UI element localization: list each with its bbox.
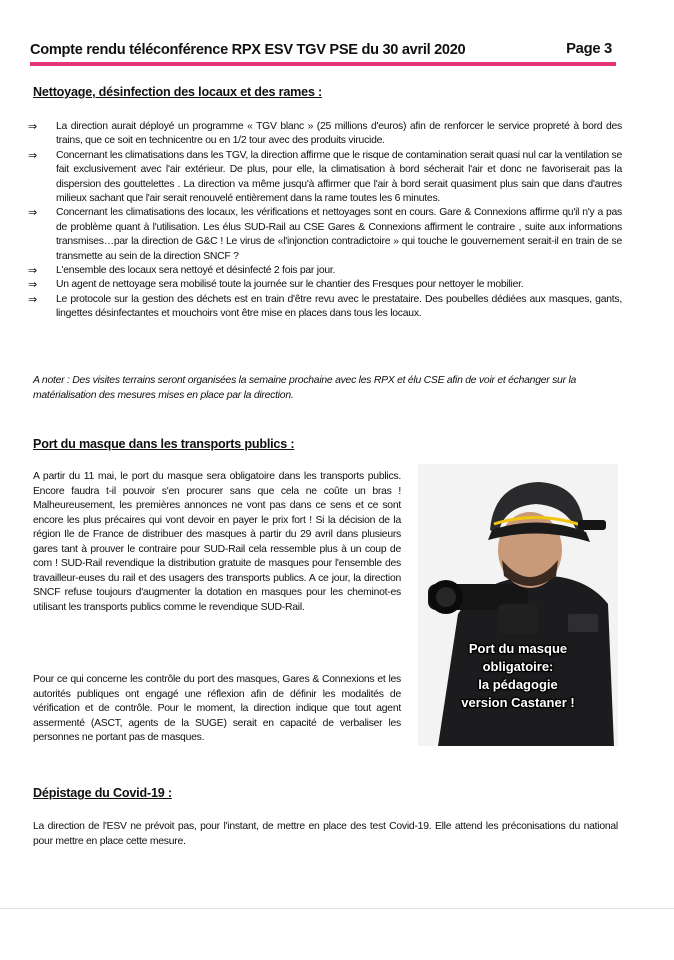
arrow-icon: ⇒ [28, 292, 37, 306]
page-number: Page 3 [566, 41, 612, 57]
page-bottom-edge [0, 908, 674, 909]
header-rule [30, 62, 616, 66]
list-item: ⇒ La direction aurait déployé un programme « TGV blanc » (25 millions d'euros) afin de renforcer le service propreté à bord des trains, que ce soit en technicentre ou en 1/2 tour avec des produits virucide. [28, 120, 622, 147]
masks-paragraph-1: A partir du 11 mai, le port du masque sera obligatoire dans les transports publics. Encore faudra t-il pouvoir s'en procurer sans que cela ne coûte un bras ! Malheureusement, les premières annonces ne vont pas dans ce sens et ce sont encore les plus précaires qui vont devoir en payer le prix fort ! Si la décision de la région Ile de France de distribuer des masques à partir du 29 avril dans plusieurs gares tant à prouver le contraire pour SUD-Rail cela ressemble plus à un coup de com ! SUD-Rail revendique la distribution gratuite de masques pour l'ensemble des travailleur-euses du rail et des usagers des transports publics. A ce jour, la direction SNCF refuse toujours d'augmenter la dotation en masques pour les cheminot-es utilisant les transports publics comme le revendique SUD-Rail. [33, 471, 401, 613]
section-heading-testing: Dépistage du Covid-19 : [33, 786, 172, 800]
cleaning-bullet-list [28, 120, 622, 322]
photo-caption: Port du masque obligatoire: la pédagogie version Castaner ! [461, 641, 575, 710]
list-item: ⇒ Le protocole sur la gestion des déchets est en train d'être revu avec le prestataire. Des poubelles dédiées aux masques, gants, lingettes désinfectantes et mouchoirs vont être mise en places dans tous les locaux. [28, 292, 622, 320]
list-item: ⇒ Concernant les climatisations des locaux, les vérifications et nettoyages sont en cours. Gare & Connexions affirme qu'il n'y a pas de problème quant à l'utilisation. Les élus SUD-Rail au CSE Gares & Connexions affirment le contraire , suite aux informations transmises…par la direction de G&C ! Le virus de «l'injonction contradictoire » qui touche le gouvernement serait-il en train de se transmette au sein de la direction SNCF ? [28, 206, 622, 262]
arrow-icon: ⇒ [28, 120, 37, 133]
section-heading-masks: Port du masque dans les transports publics : [33, 437, 295, 451]
list-item: ⇒ Concernant les climatisations dans les TGV, la direction affirme que le risque de contamination serait quasi nul car la ventilation se fait exclusivement avec l'air extérieur. De plus, pour elle, la climatisation à bord sécherait l'air et donc ne favoriserait pas la dispersion des gouttelettes . La direction va même jusqu'à affirmer que l'air à bord serait quasiment plus sain que dans d'autres milieux sachant que l'air serait renouvelé entièrement dans la rame toutes les 6 minutes. [28, 148, 622, 205]
arrow-icon: ⇒ [28, 206, 37, 220]
document-title: Compte rendu téléconférence RPX ESV TGV PSE du 30 avril 2020 [30, 42, 466, 58]
testing-paragraph: La direction de l'ESV ne prévoit pas, pour l'instant, de mettre en place des test Covid-19. Elle attend les préconisations du national pour mettre en place cette mesure. [33, 821, 618, 847]
page-header [30, 40, 616, 62]
list-item: ⇒ L'ensemble des locaux sera nettoyé et désinfecté 2 fois par jour. [28, 264, 336, 278]
list-item: ⇒ Un agent de nettoyage sera mobilisé toute la journée sur le chantier des Fresques pour nettoyer le mobilier. [28, 278, 524, 292]
captioned-photo [418, 464, 618, 746]
masks-paragraph-2: Pour ce qui concerne les contrôle du port des masques, Gares & Connexions et les autorités publiques ont engagé une réflexion afin de définir les modalités de vérification et de contrôle. Pour le moment, la direction indique que tout agent assermenté (ASCT, agents de la SUGE) serait en capacité de verbaliser les personnes ne portant pas de masques. [33, 674, 401, 743]
section-heading-cleaning: Nettoyage, désinfection des locaux et des rames : [33, 85, 323, 99]
arrow-icon: ⇒ [28, 264, 37, 278]
arrow-icon: ⇒ [28, 278, 37, 292]
arrow-icon: ⇒ [28, 148, 37, 162]
note-paragraph: A noter : Des visites terrains seront organisées la semaine prochaine avec les RPX et élu CSE afin de voir et échanger sur la matérialisation des mesures mises en place par la direction. [33, 375, 577, 401]
